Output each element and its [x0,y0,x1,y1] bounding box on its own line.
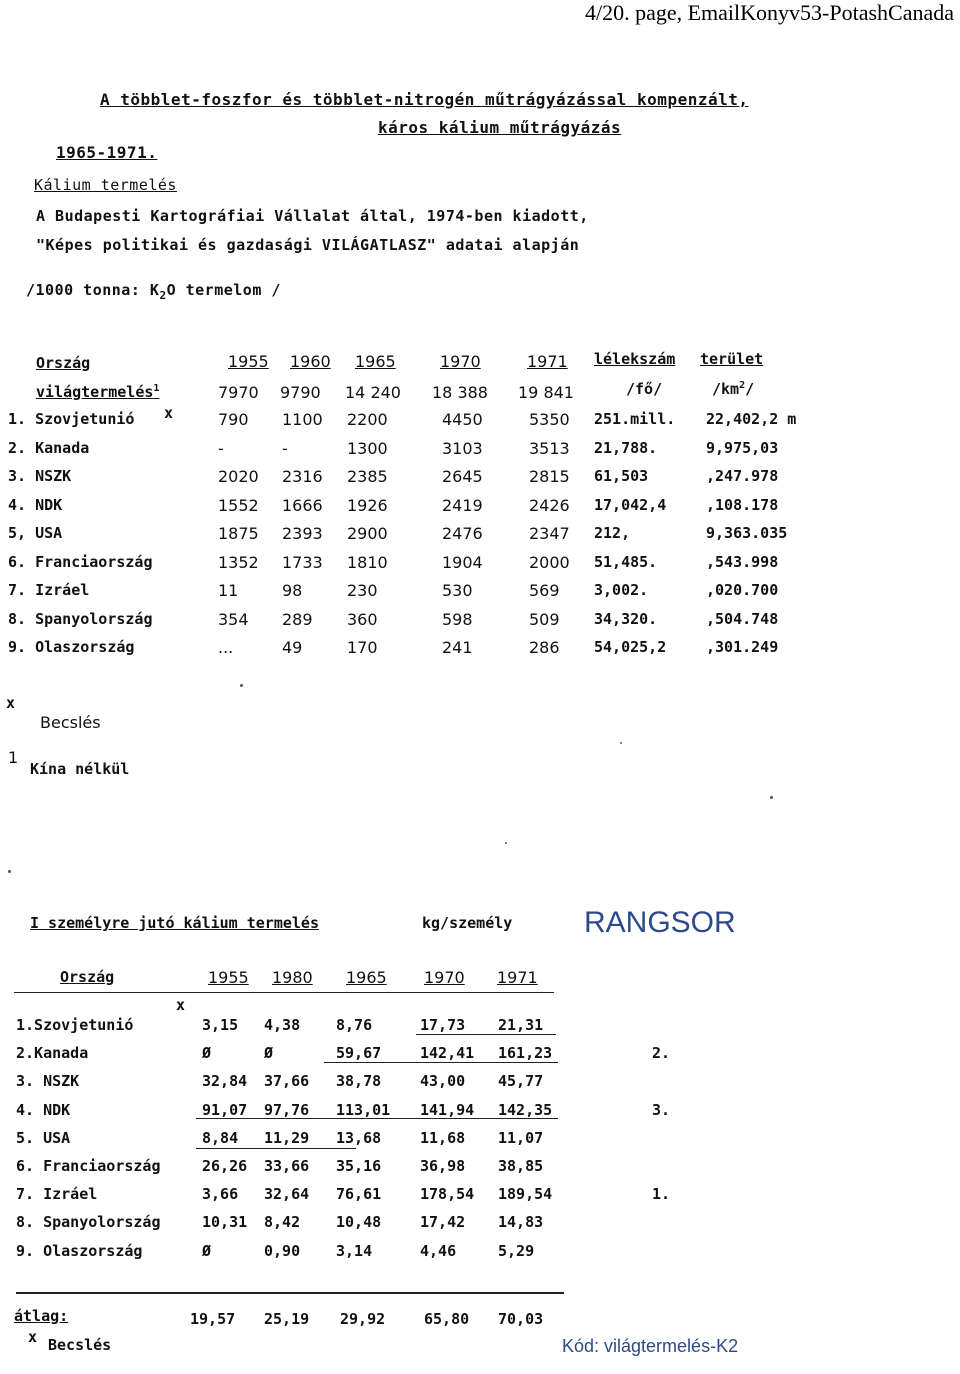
t2-row-country: 4. NDK [16,1100,71,1119]
t1-row-area: ,301.249 [706,638,779,656]
t2-avg-1955: 19,57 [190,1310,236,1328]
t1-row-value: 2900 [347,524,388,543]
t1-row-area: 22,402,2 m [706,410,797,428]
t2-row-rank: 2. [652,1044,671,1063]
t2-header-1955: 1955 [208,968,249,987]
t1-header-area: terület [700,350,764,368]
t1-row-value: - [282,438,288,458]
t1-units-area-text: /km [712,380,740,398]
t2-title: I személyre jutó kálium termelés [30,914,319,932]
note-x-text: Becslés [40,713,101,732]
t1-row-value: 1875 [218,524,259,543]
t1-row-value: 1552 [218,495,259,515]
t2-row-value: 38,85 [498,1157,544,1175]
t2-row-value: 97,76 [264,1100,310,1119]
t1-row-value: 598 [442,609,473,629]
doc-title-line1: A többlet-foszfor és többlet-nitrogén műtrágyázással kompenzált, [100,90,749,109]
t1-row-country: 9. Olaszország [8,638,135,656]
t1-row-value: 2419 [442,495,483,515]
t2-row-value: 142,41 [420,1044,475,1063]
t1-row-value: 11 [218,581,239,600]
t1-row-value: 1904 [442,552,483,572]
t2-row-value: 21,31 [498,1016,544,1034]
t1-row-value: 2385 [347,467,388,486]
t1-row-value: 2020 [218,467,259,486]
t1-row-value: 509 [529,609,560,629]
unit-prefix: /1000 tonna: K [26,281,160,299]
t2-row-value: 3,66 [202,1185,239,1204]
t2-row-value: 8,84 [202,1128,239,1147]
t2-row-value: 14,83 [498,1213,544,1232]
t2-row-value: 4,46 [420,1241,457,1260]
t1-row-population: 61,503 [594,467,649,485]
t1-row-population: 251.mill. [594,410,676,428]
t1-row-area: ,247.978 [706,467,779,485]
scan-speck [620,742,622,744]
t2-row-country: 6. Franciaország [16,1157,161,1175]
t1-row-value: 5350 [529,410,570,429]
t2-avg-1971: 70,03 [498,1310,544,1328]
t1-world-1960: 9790 [280,383,321,402]
unit-line [26,281,281,302]
t2-row-value: 32,84 [202,1072,248,1091]
t1-row-country: 5, USA [8,524,63,542]
scan-speck [505,842,507,844]
t1-row-country: 8. Spanyolország [8,609,153,628]
t1-row-value: 170 [347,638,378,657]
t2-row-value: 43,00 [420,1072,466,1091]
t2-row-rank: 3. [652,1100,671,1119]
t1-row-value: 354 [218,609,249,629]
t1-row-value: 241 [442,638,473,657]
t1-row-value: 2426 [529,495,570,515]
t1-world-1970: 18 388 [432,383,488,402]
t2-row-value: 8,42 [264,1213,301,1232]
t1-units-area-sup: 2 [739,380,746,391]
t1-row-value: 360 [347,609,378,629]
t1-units-area-end: / [745,380,755,398]
source-line2: "Képes politikai és gazdasági VILÁGATLASZ" adatai alapján [36,236,580,254]
t1-row-value: 4450 [442,410,483,429]
t1-row-value: 98 [282,581,303,600]
t1-row-value: 2316 [282,467,323,486]
t1-row-population: 212, [594,524,631,542]
unit-suffix: O termelom / [166,281,281,299]
t1-row-value: 1926 [347,495,388,515]
t2-row-value: 91,07 [202,1100,248,1119]
t2-row-value: 8,76 [336,1016,373,1034]
t2-row-value: 59,67 [336,1044,382,1063]
scan-speck [240,684,243,687]
t1-header-population: lélekszám [594,350,676,368]
t1-row-value: 1352 [218,552,259,572]
t1-row-country: 6. Franciaország [8,552,153,571]
t1-units-area [712,380,754,398]
t2-row-value: 36,98 [420,1157,466,1175]
t1-row-area: 9,363.035 [706,524,788,542]
t2-row-value: 0,90 [264,1241,301,1260]
note-1-text: Kína nélkül [30,760,130,778]
t2-row-value: 113,01 [336,1100,391,1119]
t1-row-population: 3,002. [594,581,649,599]
t1-row-country: 2. Kanada [8,438,90,457]
t2-footnote-mark: x [28,1328,38,1346]
t1-row-value: 2815 [529,467,570,486]
t2-row-country: 7. Izráel [16,1185,98,1204]
t2-row-value: Ø [202,1044,212,1063]
t1-row-value: 1733 [282,552,323,572]
t2-header-rule [14,992,554,993]
t1-row-value: - [218,438,224,458]
t2-footnote: Becslés [48,1336,112,1354]
t2-row-country: 3. NSZK [16,1072,80,1091]
t2-row-value: 32,64 [264,1185,310,1204]
section-title: Kálium termelés [34,176,177,194]
t1-row-population: 34,320. [594,609,658,628]
t2-row-value: 4,38 [264,1016,301,1034]
t2-header-1971: 1971 [497,968,538,987]
t2-row-value: 189,54 [498,1185,553,1204]
t1-header-1955: 1955 [228,352,269,371]
t1-row-mark: x [164,404,174,422]
t2-row-value: 38,78 [336,1072,382,1091]
t1-world-label [36,383,159,401]
t1-row-country: 3. NSZK [8,467,72,485]
t2-row-value: 35,16 [336,1157,382,1175]
t2-row-value: 142,35 [498,1100,553,1119]
note-1-mark: 1 [8,748,19,767]
t1-header-country: Ország [36,354,91,372]
t1-header-1965: 1965 [355,352,396,371]
t1-world-label-text: világtermelés [36,383,154,401]
t1-header-1971: 1971 [527,352,568,371]
t2-header-country: Ország [60,968,115,986]
t1-row-value: 2645 [442,467,483,486]
t2-avg-1980: 25,19 [264,1310,310,1328]
t2-row-country: 5. USA [16,1128,71,1147]
code-label: Kód: világtermelés-K2 [562,1336,739,1356]
t2-row-value: 161,23 [498,1044,553,1063]
t1-units-pop: /fő/ [626,380,663,398]
t1-row-country: 4. NDK [8,495,63,514]
t1-row-value: 1810 [347,552,388,572]
t1-row-value: 2393 [282,524,323,543]
t2-row-value: 141,94 [420,1100,475,1119]
t2-header-1965: 1965 [346,968,387,987]
t2-avg-1970: 65,80 [424,1310,470,1328]
doc-title-line2: káros kálium műtrágyázás [378,118,622,137]
t1-row-country: 1. Szovjetunió [8,410,135,428]
t1-row-area: ,108.178 [706,495,779,514]
t1-header-1970: 1970 [440,352,481,371]
t1-row-value: 2000 [529,552,570,572]
t2-row-value: 17,73 [420,1016,466,1034]
t1-row-population: 51,485. [594,552,658,571]
t2-row-value: 10,48 [336,1213,382,1232]
t2-row-value: 3,15 [202,1016,239,1034]
scan-speck [770,796,773,799]
t2-row-value: Ø [264,1044,274,1063]
t1-world-1971: 19 841 [518,383,574,402]
t2-header-1970: 1970 [424,968,465,987]
t2-x-mark: x [176,996,186,1014]
t1-row-population: 21,788. [594,438,658,457]
t1-row-value: ... [218,638,234,657]
underline-rule [196,1118,558,1119]
t1-row-area: ,020.700 [706,581,779,599]
source-line1: A Budapesti Kartográfiai Vállalat által, 1974-ben kiadott, [36,207,589,225]
t1-row-value: 289 [282,609,313,629]
t2-row-value: 3,14 [336,1241,373,1260]
t1-row-value: 1100 [282,410,323,429]
t1-header-1960: 1960 [290,352,331,371]
t2-row-country: 8. Spanyolország [16,1213,161,1232]
t2-row-value: 11,68 [420,1128,466,1147]
t2-header-1980: 1980 [272,968,313,987]
t2-row-value: 5,29 [498,1241,535,1260]
doc-years: 1965-1971. [56,143,158,162]
t2-row-value: 17,42 [420,1213,466,1232]
t1-row-value: 1666 [282,495,323,515]
t1-row-value: 569 [529,581,560,600]
underline-rule [196,1148,356,1149]
t2-unit: kg/személy [422,914,513,932]
t1-row-value: 1300 [347,438,388,458]
t2-row-value: 37,66 [264,1072,310,1091]
t2-row-country: 2.Kanada [16,1044,89,1063]
unit-subscript: 2 [159,289,167,302]
t2-avg-label: átlag: [14,1307,69,1325]
t1-row-value: 2347 [529,524,570,543]
t2-row-value: 26,26 [202,1157,248,1175]
t2-row-value: Ø [202,1241,212,1260]
rank-heading: RANGSOR [584,906,736,939]
t1-row-population: 17,042,4 [594,495,667,514]
t1-row-value: 286 [529,638,560,657]
t2-row-value: 11,29 [264,1128,310,1147]
t1-row-population: 54,025,2 [594,638,667,656]
t2-row-value: 10,31 [202,1213,248,1232]
underline-rule [416,1034,556,1035]
t2-row-value: 11,07 [498,1128,544,1147]
t2-total-rule [16,1292,564,1294]
t2-row-value: 76,61 [336,1185,382,1204]
underline-rule [324,1062,558,1063]
t2-row-value: 178,54 [420,1185,475,1204]
t1-row-area: ,504.748 [706,609,779,628]
note-x-mark: x [6,694,16,712]
t1-world-sup: 1 [153,383,160,394]
t1-row-value: 3513 [529,438,570,458]
t1-row-value: 790 [218,410,249,429]
scan-speck [8,870,11,873]
t2-row-country: 9. Olaszország [16,1241,143,1260]
t1-world-1965: 14 240 [345,383,401,402]
t1-row-value: 230 [347,581,378,600]
t1-row-value: 3103 [442,438,483,458]
t2-avg-1965: 29,92 [340,1310,386,1328]
t1-row-area: 9,975,03 [706,438,779,457]
t1-world-1955: 7970 [218,383,259,402]
t1-row-value: 49 [282,638,303,657]
t2-row-country: 1.Szovjetunió [16,1016,134,1034]
page-header: 4/20. page, EmailKonyv53-PotashCanada [584,0,954,25]
t1-row-value: 2200 [347,410,388,429]
t2-row-value: 33,66 [264,1157,310,1175]
t2-row-value: 45,77 [498,1072,544,1091]
t1-row-country: 7. Izráel [8,581,90,599]
t1-row-value: 2476 [442,524,483,543]
t2-row-rank: 1. [652,1185,671,1204]
t1-row-value: 530 [442,581,473,600]
t1-row-area: ,543.998 [706,552,779,571]
t2-row-value: 13,68 [336,1128,382,1147]
